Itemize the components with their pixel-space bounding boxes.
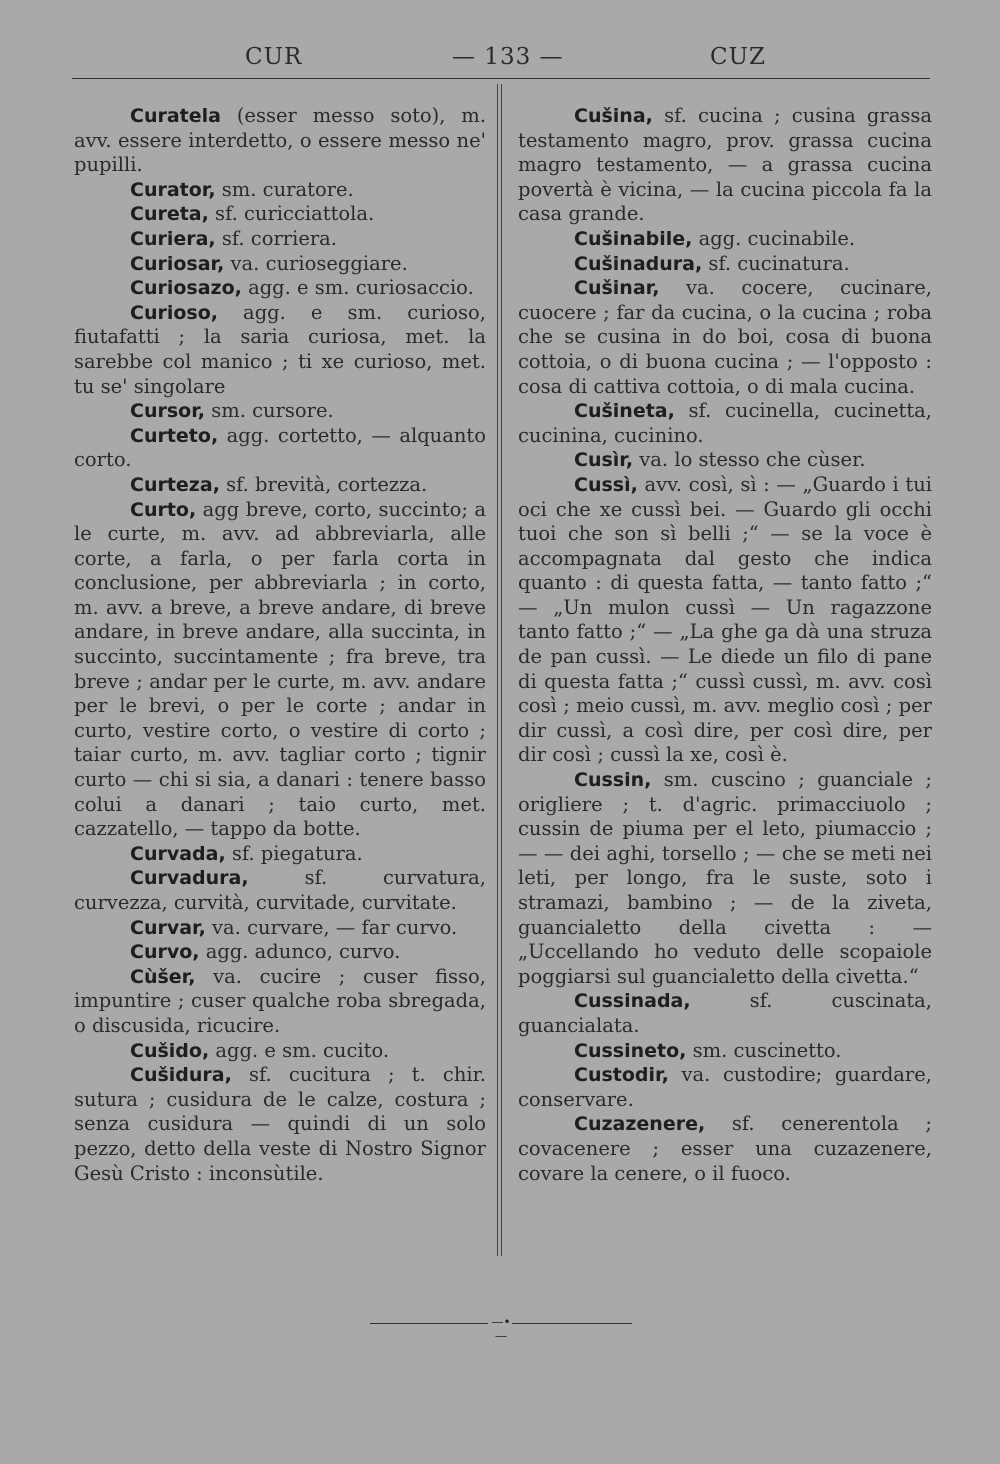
- dictionary-entry: [74, 276, 486, 301]
- entry-definition: agg. adunco, curvo.: [199, 940, 401, 964]
- dictionary-entry: [518, 104, 932, 227]
- entry-headword: Cureta,: [130, 203, 209, 226]
- entry-definition: agg. e sm. cucito.: [209, 1038, 390, 1062]
- dictionary-entry: [518, 448, 932, 473]
- dictionary-entry: [74, 866, 486, 915]
- entry-headword: Curator,: [130, 178, 216, 201]
- entry-headword: Curto,: [130, 498, 197, 521]
- entry-definition: agg. e sm. curioso, fiutafatti ; la saria curiosa, met. la sarebbe col manico ; ti xe curioso, met. tu se' singolare: [74, 300, 486, 398]
- right-column: [518, 104, 932, 1186]
- dictionary-entry: [74, 227, 486, 252]
- dictionary-entry: [518, 252, 932, 277]
- dictionary-entry: [518, 1112, 932, 1186]
- dictionary-entry: [74, 104, 486, 178]
- entry-headword: Cùšer,: [130, 965, 196, 988]
- entry-headword: Cussinada,: [574, 990, 691, 1013]
- entry-definition: sf. brevità, cortezza.: [219, 472, 428, 496]
- dictionary-entry: [74, 1039, 486, 1064]
- entry-definition: va. curvare, — far curvo.: [205, 915, 458, 939]
- dictionary-entry: [74, 1063, 486, 1186]
- entry-definition: va. cucire ; cuser fisso, impuntire ; cuser qualche roba sbregada, o discusida, ricucire.: [74, 964, 486, 1037]
- entry-definition: agg. cortetto, — alquanto corto.: [74, 423, 486, 472]
- dictionary-entry: [518, 768, 932, 989]
- running-head-left: CUR: [245, 44, 303, 70]
- entry-definition: va. lo stesso che cùser.: [633, 448, 866, 472]
- entry-definition: va. custodire; guardare, conservare.: [518, 1063, 932, 1111]
- header-rule: [72, 78, 930, 79]
- dictionary-entry: [518, 1039, 932, 1064]
- end-ornament: [370, 1315, 632, 1343]
- entry-definition: agg. cucinabile.: [692, 226, 856, 250]
- ornament-rule-left: [370, 1323, 488, 1324]
- entry-definition: sf. cucinella, cucinetta, cucinina, cucinino.: [518, 399, 932, 447]
- column-divider: [497, 84, 498, 1256]
- dictionary-entry: [74, 399, 486, 424]
- entry-headword: Cussì,: [574, 473, 638, 496]
- dictionary-entry: [518, 989, 932, 1038]
- entry-headword: Curioso,: [130, 301, 218, 324]
- ornament-rule-right: [512, 1323, 632, 1324]
- entry-headword: Curvar,: [130, 916, 206, 939]
- entry-headword: Curatela: [130, 105, 221, 127]
- dictionary-entry: [74, 252, 486, 277]
- dictionary-entry: [518, 227, 932, 252]
- entry-headword: Curvo,: [130, 941, 200, 964]
- dictionary-entry: [518, 276, 932, 399]
- entry-headword: Curteza,: [130, 473, 220, 496]
- entry-definition: sf. cucinatura.: [702, 251, 850, 275]
- entry-headword: Cušidura,: [130, 1064, 232, 1087]
- entry-headword: Cussin,: [574, 769, 652, 792]
- entry-definition: sf. cuscinata, guancialata.: [518, 989, 932, 1037]
- dictionary-entry: [74, 178, 486, 203]
- dictionary-entry: [74, 965, 486, 1039]
- entry-headword: Cursor,: [130, 400, 205, 423]
- entry-definition: sf. cucitura ; t. chir. sutura ; cusidura de le calze, costura ; senza cusidura — quindi di un solo pezzo, detto della veste di Nostro Signor Gesù Cristo : inconsùtile.: [74, 1063, 486, 1185]
- entry-definition: va. cocere, cucinare, cuocere ; far da cucina, o la cucina ; roba che se cusina in do boi, cosa di buona cottoia, o di buona cucina ; — l'opposto : cosa di cattiva cottoia, o di mala cucina.: [518, 276, 932, 398]
- entry-definition: sm. curatore.: [215, 177, 354, 201]
- entry-definition: sf. cenerentola ; covacenere ; esser una cuzazenere, covare la cenere, o il fuoco.: [518, 1112, 932, 1185]
- entry-headword: Curiera,: [130, 227, 216, 250]
- column-divider-inner: [501, 84, 502, 1256]
- entry-headword: Cusìr,: [574, 449, 634, 472]
- entry-headword: Cušinar,: [574, 277, 660, 300]
- entry-headword: Curiosar,: [130, 252, 225, 275]
- entry-headword: Cušineta,: [574, 400, 675, 423]
- dictionary-entry: [74, 842, 486, 867]
- entry-definition: (esser messo soto), m. avv. essere interdetto, o essere messo ne' pupilli.: [74, 104, 486, 177]
- dictionary-entry: [74, 473, 486, 498]
- dictionary-entry: [74, 498, 486, 842]
- dictionary-entry: [518, 473, 932, 768]
- left-column: [74, 104, 486, 1186]
- entry-headword: Curvada,: [130, 842, 226, 865]
- dictionary-entry: [518, 1063, 932, 1112]
- entry-definition: avv. così, sì : — „Guardo i tui oci che xe cussì bei. — Guardo gli occhi tuoi che son sì belli ;“ — se la voce è accompagnata dal gesto che indica quanto : di questa fatta, — tanto fatto ;“ — „Un mulon cussì — Un ragazzone tanto fatto ;“ — „La ghe ga dà una struza de pan cussì. — Le diede un filo di pane di questa fatta ;“ cussì cussì, m. avv. così così ; meio cussì, m. avv. meglio così ; per dir cussì, a così dire, per così dire, per dir così ; cussì la xe, così è.: [518, 472, 932, 767]
- entry-headword: Cušinabile,: [574, 227, 693, 250]
- entry-definition: sf. curicciattola.: [208, 202, 375, 226]
- page-number: — 133 —: [452, 44, 564, 70]
- entry-definition: va. curioseggiare.: [224, 251, 408, 275]
- entry-headword: Curiosazo,: [130, 277, 242, 300]
- dictionary-entry: [74, 940, 486, 965]
- entry-headword: Cušinadura,: [574, 252, 703, 275]
- entry-definition: sf. piegatura.: [225, 841, 363, 865]
- entry-definition: sf. curvatura, curvezza, curvità, curvitade, curvitate.: [74, 866, 486, 914]
- running-head-right: CUZ: [710, 44, 766, 70]
- entry-definition: sm. cuscinetto.: [686, 1038, 842, 1062]
- entry-definition: sm. cuscino ; guanciale ; origliere ; t. d'agric. primacciuolo ; cussin de piuma per el leto, piumaccio ; — — dei aghi, torsello ; — che se meti nei leti, per longo, fra le suste, soto i stramazi, bambino ; — de la ziveta, guancialetto della civetta : — „Uccellando ho veduto delle scopaiole poggiarsi sul guancialetto della civetta.“: [518, 768, 932, 988]
- entry-definition: sf. corriera.: [215, 226, 338, 250]
- entry-definition: sm. cursore.: [205, 399, 334, 423]
- entry-headword: Cušido,: [130, 1039, 210, 1062]
- ornament-mark: —•—: [491, 1315, 511, 1343]
- dictionary-entry: [74, 301, 486, 399]
- dictionary-entry: [74, 202, 486, 227]
- entry-definition: agg. e sm. curiosaccio.: [241, 276, 474, 300]
- entry-headword: Cuzazenere,: [574, 1113, 706, 1136]
- entry-definition: agg breve, corto, succinto; a le curte, m. avv. ad abbreviarla, alle corte, a farla, o per farla corta in conclusione, per abbreviarla ; in corto, m. avv. a breve, a breve andare, di breve andare, in breve andare, alla succinta, in succinto, succintamente ; fra breve, tra breve ; andar per le curte, m. avv. andare per le brevi, o per le corte ; andar in curto, vestire corto, o vestire di corto ; taiar curto, m. avv. tagliar corto ; tignir curto — chi si sia, a danari : tenere basso colui a danari ; taio curto, met. cazzatello, — tappo da botte.: [74, 497, 486, 841]
- entry-headword: Curvadura,: [130, 867, 249, 890]
- entry-headword: Custodir,: [574, 1064, 669, 1087]
- dictionary-entry: [74, 424, 486, 473]
- dictionary-entry: [518, 399, 932, 448]
- dictionary-entry: [74, 916, 486, 941]
- entry-headword: Cussineto,: [574, 1039, 687, 1062]
- entry-headword: Curteto,: [130, 424, 219, 447]
- entry-definition: sf. cucina ; cusina grassa testamento magro, prov. grassa cucina magro testamento, — a grassa cucina povertà è vicina, — la cucina piccola fa la casa grande.: [518, 104, 932, 226]
- entry-headword: Cušina,: [574, 105, 653, 127]
